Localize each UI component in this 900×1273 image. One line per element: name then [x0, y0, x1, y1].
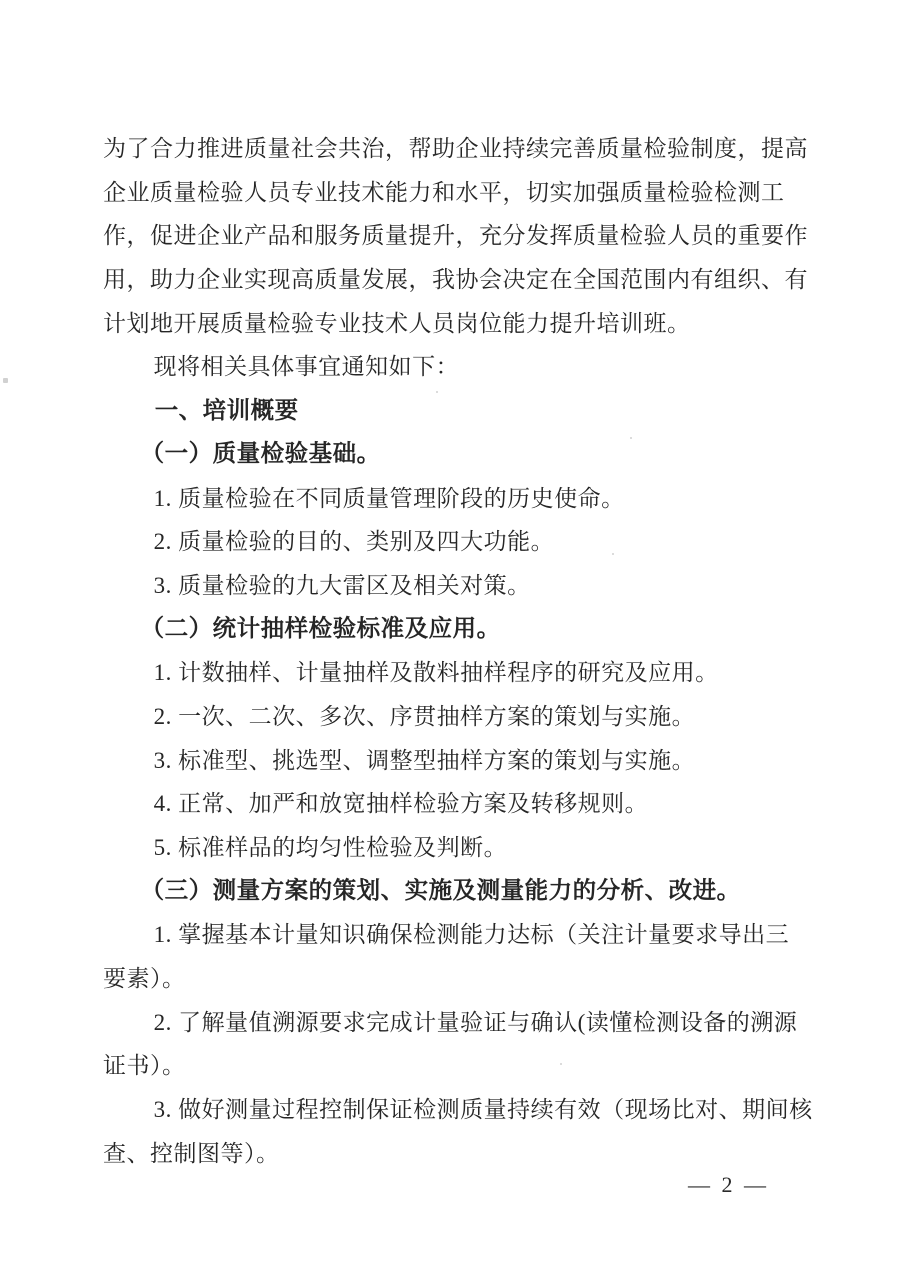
text-line: 现将相关具体事宜通知如下：: [153, 354, 460, 380]
document-body: [103, 127, 813, 1176]
text-line: 用，助力企业实现高质量发展，我协会决定在全国范围内有组织、有: [103, 267, 808, 293]
text-line: 要素）。: [103, 966, 186, 992]
text-line: 查、控制图等）。: [103, 1140, 280, 1166]
text-line: （一）质量检验基础。: [140, 440, 381, 467]
text-line: 2. 了解量值溯源要求完成计量验证与确认(读懂检测设备的溯源: [153, 1009, 798, 1035]
text-line: 3. 质量检验的九大雷区及相关对策。: [153, 572, 531, 598]
scan-speck: [612, 553, 614, 555]
text-line: 5. 标准样品的均匀性检验及判断。: [153, 835, 508, 860]
text-line: 1. 计数抽样、计量抽样及散料抽样程序的研究及应用。: [153, 660, 719, 686]
text-line: 证书）。: [103, 1053, 186, 1079]
text-line: 一、培训概要: [154, 397, 299, 424]
text-line: 3. 标准型、挑选型、调整型抽样方案的策划与实施。: [153, 747, 696, 773]
text-line: 3. 做好测量过程控制保证检测质量持续有效（现场比对、期间核: [153, 1097, 813, 1123]
page-number: — 2 —: [688, 1172, 769, 1197]
text-line: 企业质量检验人员专业技术能力和水平，切实加强质量检验检测工: [103, 179, 785, 205]
text-line: 作，促进企业产品和服务质量提升，充分发挥质量检验人员的重要作: [103, 223, 808, 249]
scan-speck: [560, 1063, 562, 1065]
text-line: 2. 一次、二次、多次、序贯抽样方案的策划与实施。: [153, 703, 696, 729]
text-line: 1. 质量检验在不同质量管理阶段的历史使命。: [153, 485, 625, 511]
scan-speck: [3, 378, 8, 383]
scan-speck: [630, 437, 632, 439]
text-line: 1. 掌握基本计量知识确保检测能力达标（关注计量要求导出三: [153, 922, 790, 948]
text-line: 计划地开展质量检验专业技术人员岗位能力提升培训班。: [103, 310, 691, 336]
scan-speck: [436, 391, 438, 393]
text-line: 4. 正常、加严和放宽抽样检验方案及转移规则。: [153, 791, 649, 817]
text-line: 为了合力推进质量社会共治，帮助企业持续完善质量检验制度，提高: [103, 136, 808, 161]
text-line: （二）统计抽样检验标准及应用。: [140, 615, 501, 642]
text-line: 2. 质量检验的目的、类别及四大功能。: [153, 529, 555, 555]
text-line: （三）测量方案的策划、实施及测量能力的分析、改进。: [140, 877, 741, 904]
